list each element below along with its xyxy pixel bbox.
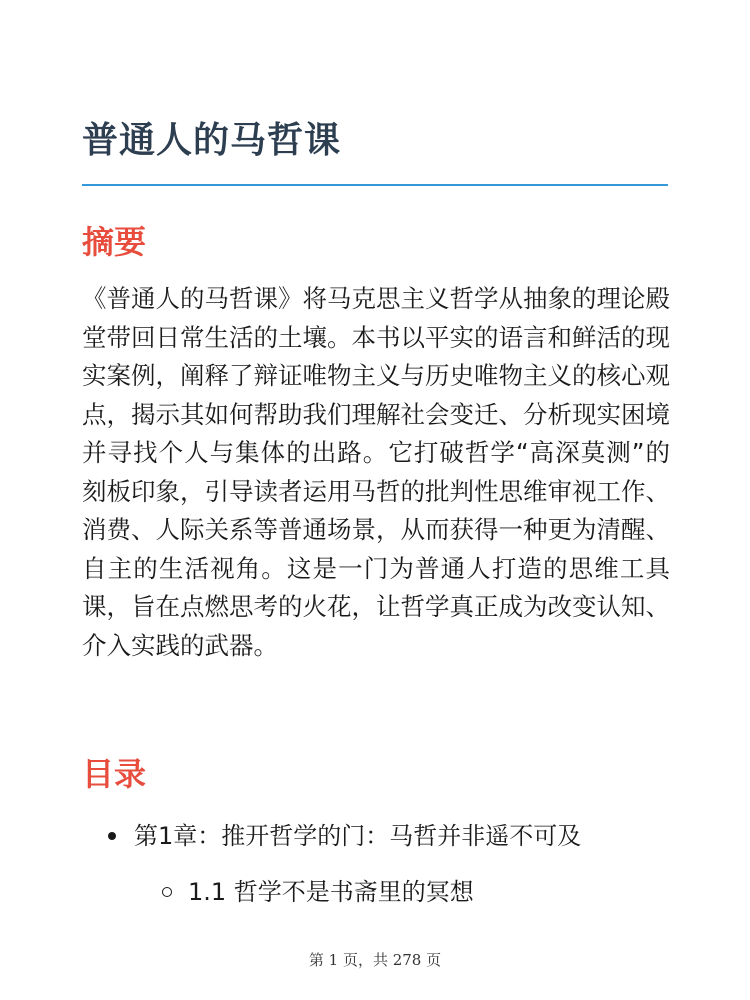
toc-item-label: 1.1 哲学不是书斋里的冥想: [188, 878, 474, 906]
toc-heading: 目录: [82, 755, 147, 793]
toc-item-chapter-1[interactable]: [108, 818, 581, 854]
title-divider: [82, 184, 668, 186]
abstract-text: 《普通人的马哲课》将马克思主义哲学从抽象的理论殿堂带回日常生活的土壤。本书以平实的语言和鲜活的现实案例，阐释了辩证唯物主义与历史唯物主义的核心观点，揭示其如何帮助我们理解社会变迁、分析现实困境并寻找个人与集体的出路。它打破哲学“高深莫测”的刻板印象，引导读者运用马哲的批判性思维审视工作、消费、人际关系等普通场景，从而获得一种更为清醒、自主的生活视角。这是一门为普通人打造的思维工具课，旨在点燃思考的火花，让哲学真正成为改变认知、介入实践的武器。: [82, 284, 670, 660]
document-title: 普通人的马哲课: [82, 120, 342, 161]
toc-item-section-1-1[interactable]: [162, 874, 474, 910]
toc-item-label: 第1章：推开哲学的门：马哲并非遥不可及: [134, 822, 582, 850]
bullet-circle-icon: [162, 887, 172, 897]
abstract-heading: 摘要: [82, 223, 147, 261]
bullet-disc-icon: [108, 832, 116, 840]
page-number: 第 1 页，共 278 页: [308, 951, 442, 969]
